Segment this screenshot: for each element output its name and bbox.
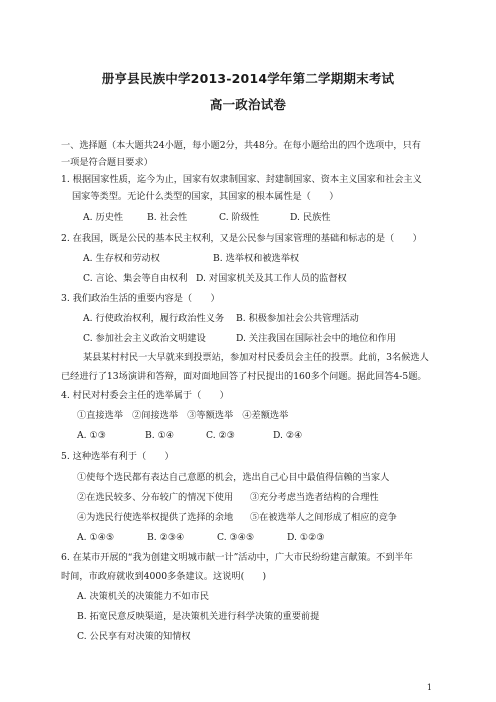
q1-option-a: A. 历史性 bbox=[83, 212, 124, 223]
q2-stem: 2. 在我国，既是公民的基本民主权利，又是公民参与国家管理的基础和标志的是（ ） bbox=[61, 233, 422, 244]
q6-option-b: B. 拓宽民意反映渠道，是决策机关进行科学决策的重要前提 bbox=[77, 611, 320, 622]
q2-option-a: A. 生存权和劳动权 bbox=[83, 253, 160, 264]
material-paragraph: 某县某村村民一大早就来到投票站，参加对村民委员会主任的投票。此前，3名候选人 bbox=[83, 352, 429, 363]
q3-option-b: B. 积极参加社会公共管理活动 bbox=[236, 313, 359, 324]
material-paragraph-cont: 已经进行了13场演讲和答辩，面对面地回答了村民提出的160多个问题。据此回答4-5题。 bbox=[61, 371, 427, 382]
exam-title: 册亨县民族中学2013-2014学年第二学期期末考试 bbox=[101, 71, 395, 86]
q3-option-a: A. 行使政治权利，履行政治性义务 bbox=[83, 313, 225, 324]
q3-option-c: C. 参加社会主义政治文明建设 bbox=[83, 333, 206, 344]
section-intro-cont: 一项是符合题目要求） bbox=[61, 157, 153, 168]
page-number: 1 bbox=[426, 683, 432, 692]
q5-item-1: ①使每个选民都有表达自己意愿的机会，选出自己心目中最值得信赖的当家人 bbox=[77, 472, 390, 483]
q2-option-d: D. 对国家机关及其工作人员的监督权 bbox=[196, 273, 347, 284]
q1-stem-cont: 国家等类型。无论什么类型的国家，其国家的根本属性是（ ） bbox=[72, 191, 339, 202]
q6-stem: 6. 在某市开展的“我为创建文明城市献一计”活动中，广大市民纷纷建言献策。不到半年 bbox=[61, 552, 413, 563]
q4-option-c: C. ②③ bbox=[206, 430, 236, 441]
q4-option-d: D. ②④ bbox=[273, 430, 303, 441]
q5-item-4: ④为选民行使选举权提供了选择的余地 bbox=[77, 512, 234, 523]
q3-option-d: D. 关注我国在国际社会中的地位和作用 bbox=[236, 333, 396, 344]
q6-option-a: A. 决策机关的决策能力不如市民 bbox=[77, 591, 209, 602]
q1-option-d: D. 民族性 bbox=[290, 212, 331, 223]
q6-option-c: C. 公民享有对决策的知情权 bbox=[77, 631, 191, 642]
q3-stem: 3. 我们政治生活的重要内容是（ ） bbox=[61, 293, 220, 304]
exam-subtitle: 高一政治试卷 bbox=[209, 97, 287, 112]
q5-stem: 5. 这种选举有利于（ ） bbox=[61, 451, 174, 462]
q2-option-c: C. 言论、集会等自由权利 bbox=[83, 273, 188, 284]
q5-option-d: D. ①②③ bbox=[287, 532, 325, 543]
q6-stem-cont: 时间，市政府就收到4000多条建议。这说明( ) bbox=[61, 571, 267, 582]
q5-option-a: A. ①④⑤ bbox=[77, 532, 115, 543]
q4-items: ①直接选举 ②间接选举 ③等额选举 ④差额选举 bbox=[77, 410, 289, 421]
q5-option-c: C. ③④⑤ bbox=[217, 532, 255, 543]
section-intro: 一、选择题（本大题共24小题，每小题2分，共48分。在每小题给出的四个选项中，只有 bbox=[61, 140, 421, 151]
q4-stem: 4. 村民对村委会主任的选举属于（ ） bbox=[61, 390, 229, 401]
q2-option-b: B. 选举权和被选举权 bbox=[213, 253, 300, 264]
q4-option-b: B. ①④ bbox=[145, 430, 175, 441]
q5-option-b: B. ②③④ bbox=[147, 532, 185, 543]
q1-option-b: B. 社会性 bbox=[147, 212, 188, 223]
q5-item-2: ②在选民较多、分布较广的情况下使用 bbox=[77, 492, 234, 503]
q1-option-c: C. 阶级性 bbox=[219, 212, 260, 223]
q5-item-3: ③充分考虑当选者结构的合理性 bbox=[250, 492, 379, 503]
q4-option-a: A. ①③ bbox=[77, 430, 106, 441]
q5-item-5: ⑤在被选举人之间形成了相应的竞争 bbox=[250, 512, 397, 523]
q1-stem: 1. 根据国家性质，迄今为止，国家有奴隶制国家、封建制国家、资本主义国家和社会主义 bbox=[61, 174, 422, 185]
